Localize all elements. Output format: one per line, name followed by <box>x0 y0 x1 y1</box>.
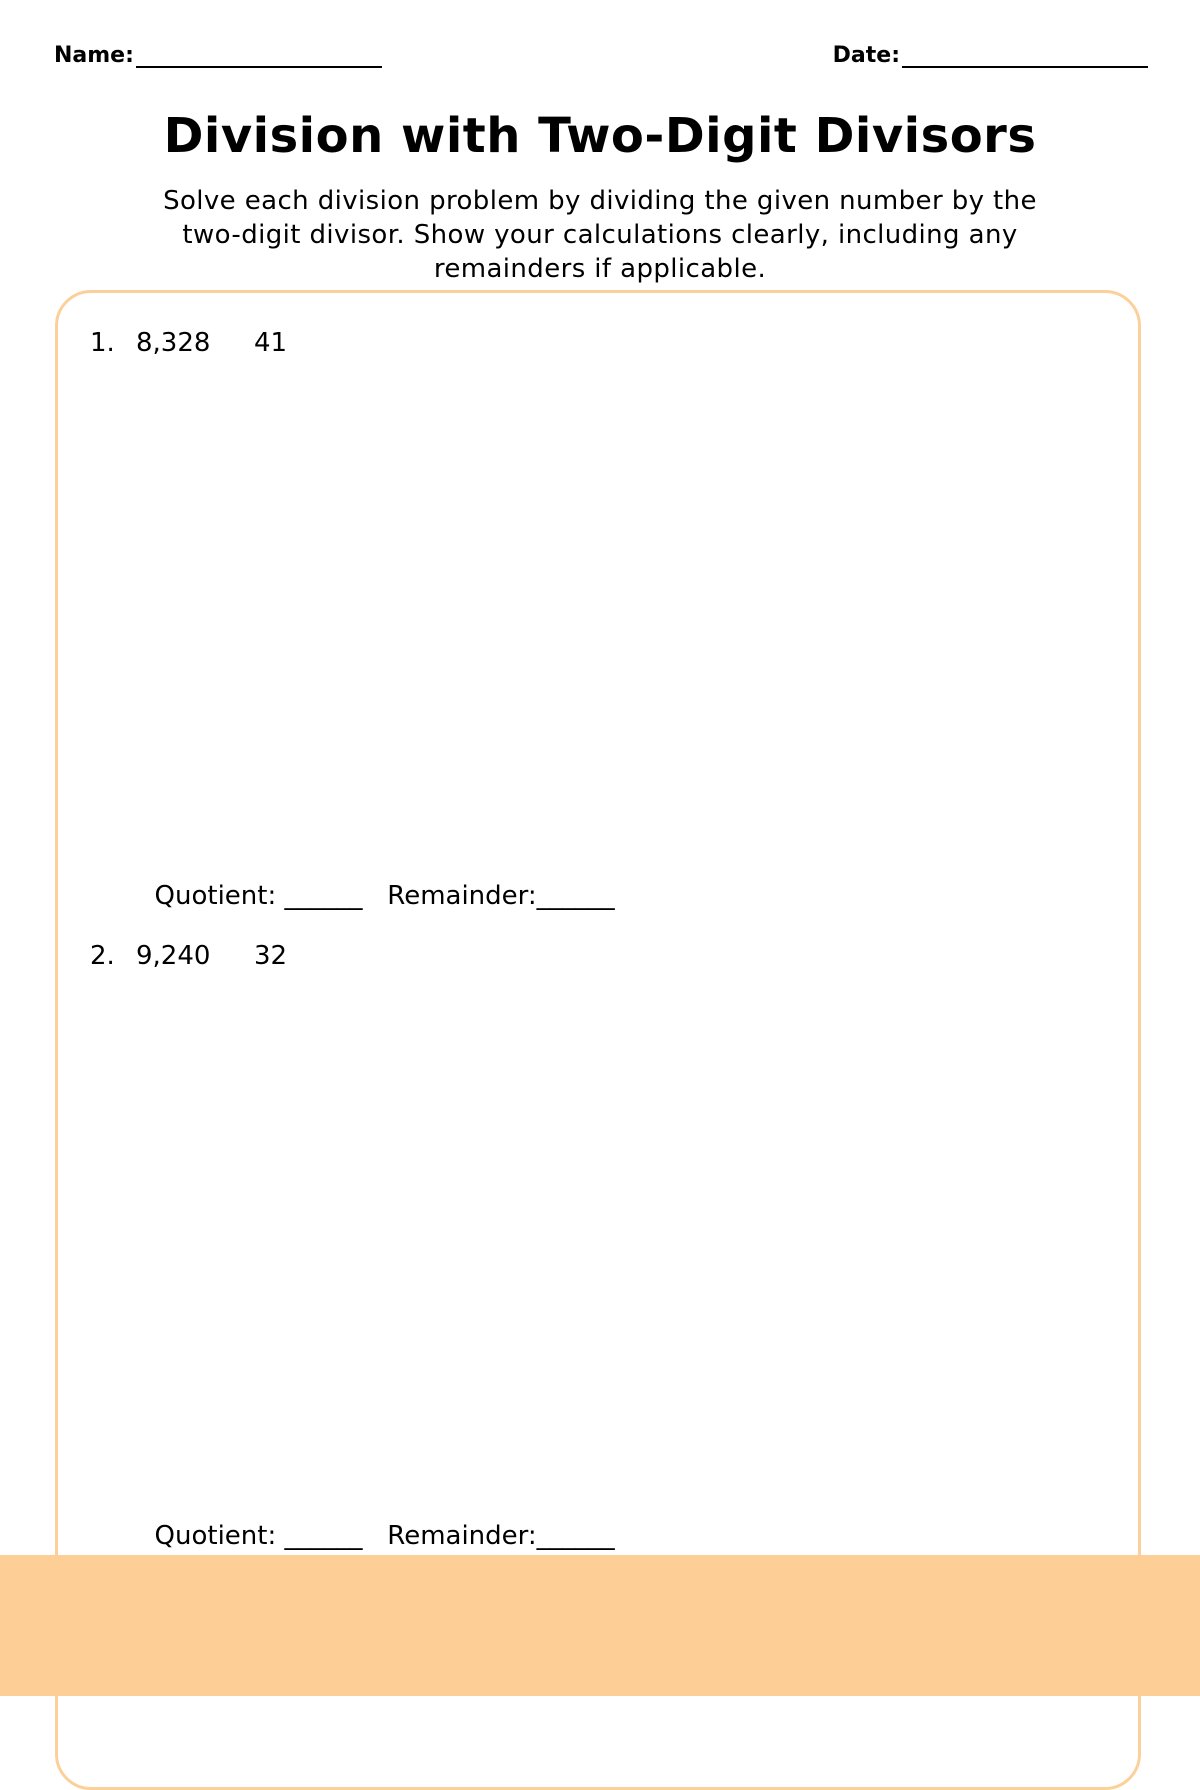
problem-divisor: 41 <box>254 328 288 358</box>
problem-divisor: 32 <box>254 941 288 971</box>
name-blank-line[interactable] <box>136 40 382 68</box>
remainder-label[interactable]: Remainder:______ <box>387 1521 615 1551</box>
answer-line-1 <box>138 851 615 911</box>
problem-number: 1. <box>90 328 115 358</box>
date-blank-line[interactable] <box>902 40 1148 68</box>
problem-1 <box>90 328 287 358</box>
name-field <box>54 40 382 68</box>
name-label: Name: <box>54 43 134 68</box>
quotient-label[interactable]: Quotient: ______ <box>154 1521 363 1551</box>
bottom-color-band <box>0 1555 1200 1696</box>
date-label: Date: <box>832 43 900 68</box>
header-row <box>54 40 1148 76</box>
remainder-label[interactable]: Remainder:______ <box>387 881 615 911</box>
problem-2 <box>90 941 287 971</box>
instructions: Solve each division problem by dividing the given number by the two-digit divisor. Show your calculations clearly, including any remainders if applicable. <box>163 186 1037 284</box>
quotient-label[interactable]: Quotient: ______ <box>154 881 363 911</box>
worksheet-title: Division with Two-Digit Divisors <box>163 108 1037 164</box>
problem-dividend: 8,328 <box>136 328 211 358</box>
problem-number: 2. <box>90 941 115 971</box>
problem-dividend: 9,240 <box>136 941 211 971</box>
answer-line-2 <box>138 1491 615 1551</box>
date-field <box>833 40 1148 68</box>
